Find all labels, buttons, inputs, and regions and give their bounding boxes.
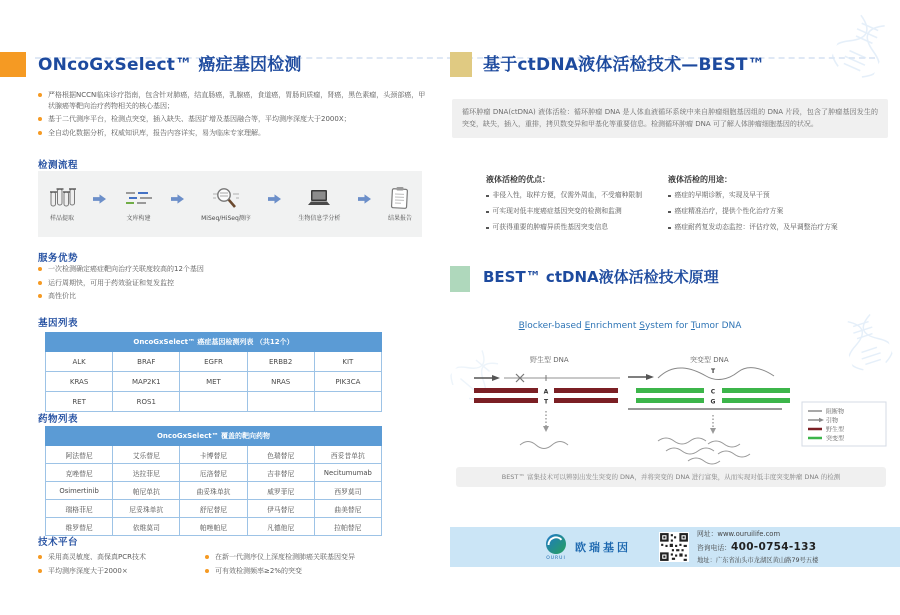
report-clipboard-icon [389, 186, 411, 210]
best-title: 基于ctDNA液体活检技术—BEST™ [483, 55, 765, 75]
platform-item [38, 566, 198, 577]
bullet-dot-icon [38, 294, 42, 298]
mutant-base-top: C [710, 388, 716, 396]
website-line [697, 529, 818, 540]
intro-bullet [38, 90, 430, 111]
advantage-text: 运行周期快，可用于药效验证和复发监控 [48, 278, 174, 287]
bullet-dot-icon [38, 131, 42, 135]
flow-arrow-icon [358, 193, 371, 205]
phone-line [697, 539, 818, 555]
section-heading-drugs: 药物列表 [38, 414, 79, 425]
intro-bullet-text: 基于二代测序平台，检测点突变，插入缺失、基因扩增及基因融合等，平均测序深度大于2000X； [48, 115, 351, 123]
table-cell: BRAF [113, 352, 180, 372]
wild-base-top: A [543, 388, 549, 396]
table-cell [247, 392, 314, 412]
table-cell: MAP2K1 [113, 372, 180, 392]
drug-table [45, 426, 382, 536]
table-row [46, 372, 382, 392]
platform-text: 平均测序深度大于2000× [48, 566, 128, 575]
table-cell: RET [46, 392, 113, 412]
table-cell: 卡博替尼 [180, 446, 247, 464]
company-logo [545, 533, 567, 561]
table-cell: 曲妥珠单抗 [180, 482, 247, 500]
laptop-icon [305, 186, 333, 210]
advantages-list [38, 264, 430, 305]
legend-label: 突变型 [826, 435, 845, 443]
table-cell: 伊马替尼 [247, 500, 314, 518]
uses-text: 癌症耐药复发动态监控：评估疗效，及早调整治疗方案 [674, 223, 838, 232]
ctdna-intro-box [452, 99, 888, 138]
table-cell: 色瑞替尼 [247, 446, 314, 464]
table-cell: Osimertinib [46, 482, 113, 500]
best-principle-diagram [460, 348, 890, 466]
mutant-site-base: T [710, 368, 716, 375]
intro-bullet-list [38, 90, 430, 141]
bullet-dot-icon [205, 555, 209, 559]
table-cell: 西妥昔单抗 [314, 446, 381, 464]
table-cell: ALK [46, 352, 113, 372]
table-cell: 曲美替尼 [314, 500, 381, 518]
mutant-label: 突变型 DNA [690, 356, 729, 364]
primer-arrow-icon [474, 375, 500, 381]
bullet-dot-icon [205, 569, 209, 573]
diagram-legend [802, 402, 886, 446]
bullet-dot-icon [486, 195, 489, 198]
advantage-item [38, 278, 430, 289]
table-cell: 西罗莫司 [314, 482, 381, 500]
section-heading-advantages: 服务优势 [38, 253, 79, 264]
flow-arrow-icon [171, 193, 184, 205]
bullet-dot-icon [486, 211, 489, 214]
bullet-dot-icon [486, 227, 489, 230]
flow-step-library [124, 186, 154, 222]
best-title-accent [450, 52, 472, 77]
table-cell: KIT [314, 352, 381, 372]
table-row [46, 518, 382, 536]
flow-step-label: 结果报告 [387, 215, 412, 222]
ourui-logo-icon [545, 533, 567, 555]
table-cell: 维罗替尼 [46, 518, 113, 536]
intro-bullet [38, 114, 430, 125]
drug-table-title: OncoGxSelect™ 覆盖的靶向药物 [46, 427, 382, 446]
best-caption: BEST™ 富集技术可以辨别出发生突变的 DNA，并将突变的 DNA 进行富集，从而实现对低丰度突变肿瘤 DNA 的检测 [456, 467, 886, 487]
dna-fragments-icon [124, 186, 154, 210]
platform-list-left [38, 552, 198, 579]
contact-block [697, 529, 818, 566]
address-label: 地址： [697, 556, 716, 564]
flow-step-label: MiSeq/HiSeq测序 [201, 215, 251, 222]
gene-table-title: OncoGxSelect™ 癌症基因检测列表 （共12个） [46, 333, 382, 352]
address-line [697, 556, 818, 566]
table-header-row [46, 333, 382, 352]
website-value: www.ouruilife.com [717, 529, 781, 538]
principle-title-accent [450, 266, 470, 292]
pros-item [486, 191, 661, 200]
qr-code [659, 532, 689, 562]
process-flow [38, 171, 422, 237]
table-cell: ROS1 [113, 392, 180, 412]
pros-text: 非侵入性，取样方便，仅需外周血，不受瘤种限制 [492, 191, 643, 199]
table-row [46, 482, 382, 500]
table-cell: 达拉菲尼 [113, 464, 180, 482]
phone-label: 咨询电话： [697, 544, 731, 553]
bullet-dot-icon [668, 195, 671, 198]
uses-text: 癌症精准治疗，提供个性化治疗方案 [674, 207, 784, 216]
pros-text: 可实现对低丰度癌症基因突变的检测和监测 [492, 207, 622, 216]
table-cell: PIK3CA [314, 372, 381, 392]
table-cell: 帕唑帕尼 [180, 518, 247, 536]
bullet-dot-icon [38, 569, 42, 573]
platform-text: 在新一代测序仪上深度检测肺癌关联基因变异 [215, 553, 355, 561]
table-cell: 舒尼替尼 [180, 500, 247, 518]
table-cell: 依维莫司 [113, 518, 180, 536]
website-label: 网址： [697, 529, 718, 538]
bullet-dot-icon [668, 227, 671, 230]
advantage-text: 一次检测确定癌症靶向治疗关联度较高的12个基因 [48, 265, 204, 273]
uses-item [668, 223, 878, 232]
down-arrow-icon [543, 411, 549, 432]
table-cell [180, 392, 247, 412]
down-arrow-icon [710, 415, 716, 434]
sample-tubes-icon [48, 186, 76, 210]
pros-item [486, 207, 661, 216]
flow-arrow-icon [268, 193, 281, 205]
table-row [46, 392, 382, 412]
table-cell: MET [180, 372, 247, 392]
table-cell: 凡德他尼 [247, 518, 314, 536]
flow-arrow-icon [93, 193, 106, 205]
pros-list [486, 191, 661, 240]
bullet-dot-icon [38, 93, 42, 97]
advantage-item [38, 264, 430, 275]
gene-table [45, 332, 382, 412]
table-cell: 帕尼单抗 [113, 482, 180, 500]
table-cell: EGFR [180, 352, 247, 372]
platform-text: 采用高灵敏度、高保真PCR技术 [48, 553, 146, 561]
table-row [46, 352, 382, 372]
intro-bullet [38, 128, 430, 139]
uses-item [668, 191, 878, 200]
table-cell: KRAS [46, 372, 113, 392]
primer-arrow-icon [628, 374, 654, 380]
table-cell: 阿法替尼 [46, 446, 113, 464]
flow-step-report [388, 186, 412, 222]
platform-list-right [205, 552, 405, 579]
section-heading-process: 检测流程 [38, 160, 79, 171]
footer [450, 527, 900, 567]
intro-bullet-text: 严格根据NCCN临床诊疗指南，包含针对肺癌，结直肠癌，乳腺癌，食道癌，胃肠间质瘤，肾癌，黑色素瘤，头颈部癌，甲状腺癌等靶向治疗药物相关的核心基因； [48, 91, 426, 110]
table-cell: 尼妥珠单抗 [113, 500, 180, 518]
pros-text: 可获得重要的肿瘤异质性基因突变信息 [492, 223, 609, 232]
mutant-product-waves [658, 438, 750, 464]
ctdna-intro-text: 循环肿瘤 DNA(ctDNA) 液体活检：循环肿瘤 DNA 是人体血液循环系统中来自肿瘤细胞基因组的 DNA 片段，包含了肿瘤基因发生的突变，缺失，插入，重排，拷贝数变异和甲基化等重要信息。检测循环肿瘤 DNA 可了解人体肿瘤细胞基因的状况。 [462, 108, 878, 129]
left-page-title: ONcoGxSelect™ 癌症基因检测 [38, 55, 302, 75]
platform-item [205, 566, 405, 577]
section-heading-platform: 技术平台 [38, 537, 79, 548]
best-subtitle: Blocker-based Enrichment System for Tumor DNA [518, 321, 742, 331]
brand-name: 欧瑞基因 [575, 541, 631, 554]
bullet-dot-icon [38, 267, 42, 271]
flow-step-sequencing [201, 186, 251, 222]
platform-item [205, 552, 405, 563]
legend-label: 野生型 [826, 426, 845, 434]
legend-label: 引物 [826, 417, 839, 425]
principle-title: BEST™ ctDNA液体活检技术原理 [483, 268, 719, 286]
table-cell: 威罗菲尼 [247, 482, 314, 500]
dna-helix-icon [827, 9, 894, 84]
bullet-dot-icon [38, 555, 42, 559]
table-header-row [46, 427, 382, 446]
advantage-item [38, 291, 430, 302]
flow-step-sample [48, 186, 76, 222]
section-heading-genes: 基因列表 [38, 318, 79, 329]
wild-product-wave [520, 442, 568, 449]
flow-step-bioinformatics [298, 186, 340, 222]
pros-item [486, 223, 661, 232]
table-cell: 拉帕替尼 [314, 518, 381, 536]
table-row [46, 446, 382, 464]
table-row [46, 464, 382, 482]
bullet-dot-icon [668, 211, 671, 214]
table-cell: ERBB2 [247, 352, 314, 372]
address-value: 广东省汕头市龙湖区黄山路79号五楼 [715, 556, 819, 564]
left-title-accent [0, 52, 26, 77]
bullet-dot-icon [38, 281, 42, 285]
intro-bullet-text: 全自动化数据分析，权威知识库，报告内容详实，易为临床专家理解。 [48, 128, 265, 137]
bullet-dot-icon [38, 117, 42, 121]
mutant-template-strand [658, 368, 774, 380]
table-cell: Necitumumab [314, 464, 381, 482]
table-cell: 艾乐替尼 [113, 446, 180, 464]
platform-text: 可有效检测频率≥2%的突变 [215, 566, 302, 575]
mutant-base-bottom: G [710, 398, 716, 406]
uses-heading: 液体活检的用途： [668, 175, 732, 184]
logo-text: OURUI [546, 556, 566, 561]
table-cell [314, 392, 381, 412]
magnifier-icon [212, 186, 240, 210]
flow-step-label: 文库构建 [126, 215, 151, 222]
wild-base-bottom: T [543, 398, 549, 406]
wild-type-label: 野生型 DNA [530, 356, 569, 364]
flow-step-label: 生物信息学分析 [298, 215, 341, 222]
table-cell: 厄洛替尼 [180, 464, 247, 482]
flow-step-label: 样品提取 [49, 215, 74, 222]
uses-list [668, 191, 878, 240]
table-row [46, 500, 382, 518]
uses-item [668, 207, 878, 216]
phone-value: 400-0754-133 [730, 541, 817, 554]
uses-text: 癌症的早期诊断，实现及早干预 [674, 191, 770, 199]
legend-label: 阻断物 [826, 408, 845, 416]
pros-heading: 液体活检的优点： [486, 175, 550, 184]
platform-item [38, 552, 198, 563]
table-cell: NRAS [247, 372, 314, 392]
table-cell: 吉非替尼 [247, 464, 314, 482]
table-cell: 瑞格菲尼 [46, 500, 113, 518]
advantage-text: 高性价比 [48, 292, 76, 300]
table-cell: 克唑替尼 [46, 464, 113, 482]
